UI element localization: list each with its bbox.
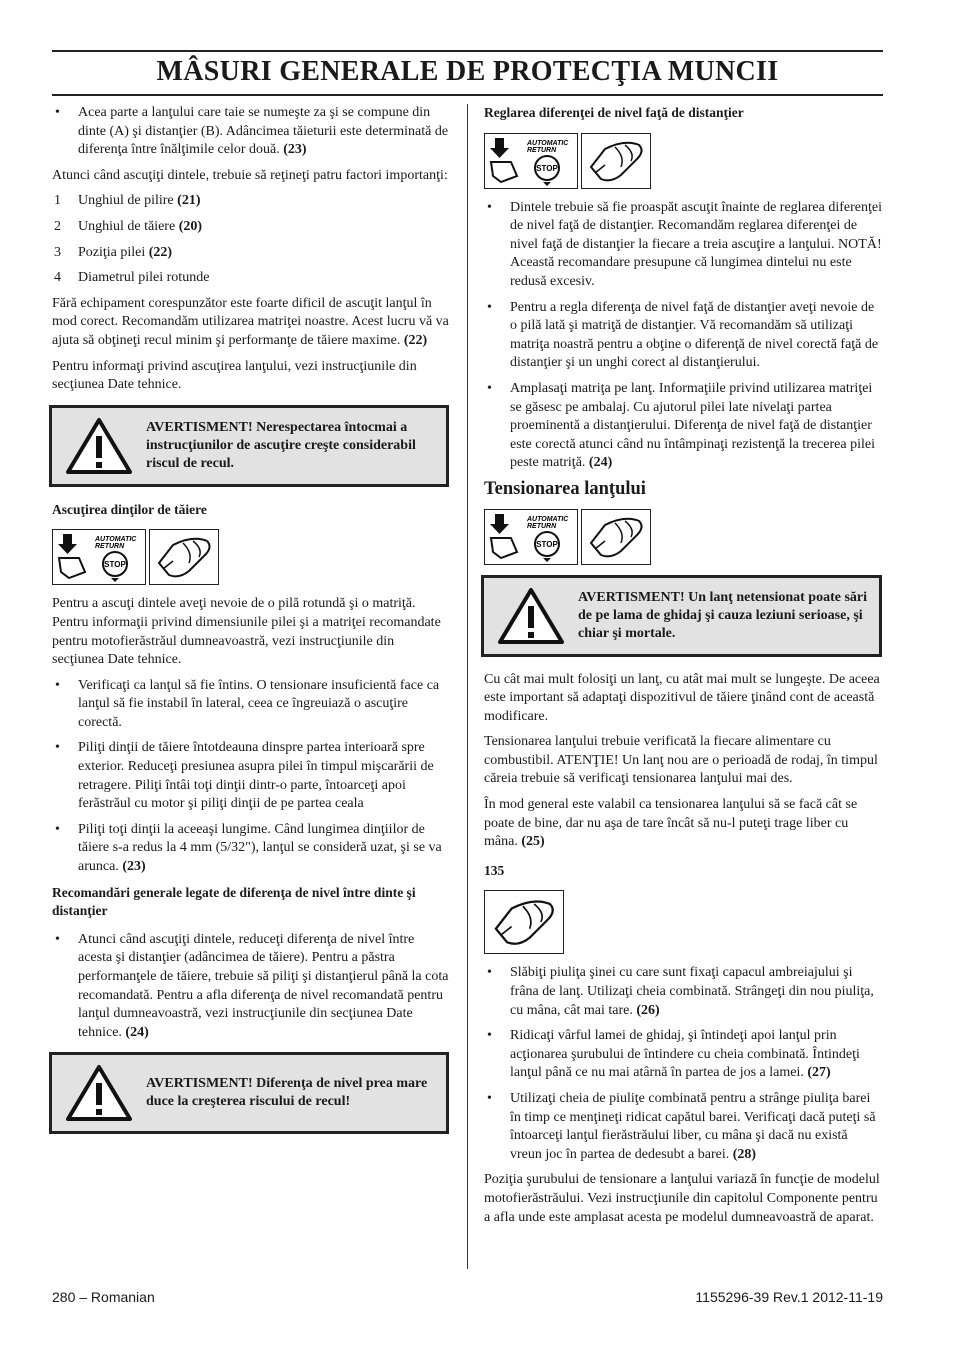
list-item: 4 Diametrul pilei rotunde <box>54 270 210 286</box>
list-item: • Dintele trebuie să fie proaspăt ascuţit înainte de reglarea diferenţei de nivel faţă de distanţier. Recomandăm reglarea diferenţei de nivel faţă de distanţier la fiecare a treia ascuţire a lanţului. NOTĂ! Această recomandare presupune că lungimea dintelui nu este redusă excesiv. <box>487 199 882 289</box>
list-item: • Ridicaţi vârful lamei de ghidaj, şi întindeţi apoi lanţul prin acţionarea şurubului de întindere cu cheia combinată. Întindeţi lanţul până ce nu mai atârnă în partea de jos a lamei. (27) <box>487 1028 860 1081</box>
svg-text:STOP: STOP <box>536 163 558 173</box>
glove-icon <box>581 133 651 189</box>
paragraph: Pentru a ascuţi dintele aveţi nevoie de o pilă rotundă şi o matriţă. Pentru informaţii privind dimensiunile pilei şi a matriţei recomandate pentru motofierăstrăul dumneavoastră, vezi instrucţiunile din secţiunea Date tehnice. <box>52 596 441 668</box>
list-item: • Slăbiţi piuliţa şinei cu care sunt fixaţi capacul ambreiajului şi frâna de lanţ. Utilizaţi cheia combinată. Strângeţi din nou piuliţa, cu mâna, cât mai tare. (26) <box>487 965 874 1018</box>
warning-text: AVERTISMENT! Nerespectarea întocmai a instrucţiunilor de ascuţire creşte considerabil riscul de recul. <box>146 419 416 471</box>
list-item: 3 Poziţia pilei (22) <box>54 244 173 260</box>
glove-icon <box>581 509 651 565</box>
section-heading: Tensionarea lanţului <box>484 478 646 499</box>
paragraph: Poziţia şurubului de tensionare a lanţului variază în funcţie de modelul motofierăstrăului. Vezi instrucţiunile din capitolul Componente pentru a afla unde este amplasat acesta pe modelul dumneavoastră de aparat. <box>484 1172 880 1225</box>
warning-box <box>49 1052 449 1134</box>
paragraph: Cu cât mai mult folosiţi un lanţ, cu atât mai mult se lungeşte. De aceea este important să adaptaţi dispozitivul de tăiere ţinând cont de această modificare. <box>484 671 880 724</box>
svg-text:RETURN: RETURN <box>527 146 557 154</box>
column-divider <box>467 104 468 1269</box>
svg-text:STOP: STOP <box>104 560 126 570</box>
subheading: Reglarea diferenţei de nivel faţă de distanţier <box>484 105 744 120</box>
footer-page-number: 280 – Romanian <box>52 1289 155 1305</box>
glove-icon <box>149 529 219 585</box>
model-label: 135 <box>484 862 505 878</box>
list-item: • Verificaţi ca lanţul să fie întins. O tensionare insuficientă face ca lanţul să fie instabil în lateral, ceea ce îngreuiază o ascuţire corectă. <box>55 677 440 730</box>
list-item: 1 Unghiul de pilire (21) <box>54 193 201 209</box>
list-item: 2 Unghiul de tăiere (20) <box>54 218 203 234</box>
warning-text: AVERTISMENT! Diferenţa de nivel prea mare duce la creşterea riscului de recul! <box>146 1076 428 1110</box>
warning-box <box>49 405 449 487</box>
svg-text:AUTOMATIC: AUTOMATIC <box>527 139 569 147</box>
list-item: • Piliţi toţi dinţii la aceeaşi lungime. Când lungimea dinţiilor de tăiere s-a redus la 4 mm (5/32"), lanţul se consideră uzat, şi se va arunca. (23) <box>55 821 442 875</box>
safety-icons <box>52 529 449 585</box>
automatic-return-stop-icon <box>484 133 578 189</box>
warning-text: AVERTISMENT! Un lanţ netensionat poate sări de pe lama de ghidaj şi cauza leziuni serioase, şi chiar şi mortale. <box>578 589 868 641</box>
header-rule-bottom <box>52 94 883 96</box>
paragraph: Tensionarea lanţului trebuie verificată la fiecare alimentare cu combustibil. ATENŢIE! Un lanţ nou are o perioadă de rodaj, în timpul căreia trebuie să verificaţi tensionarea lanţului mai des. <box>484 734 878 787</box>
safety-icons <box>484 890 882 954</box>
subheading: Recomandări generale legate de diferenţa de nivel între dinte şi distanţier <box>52 884 416 919</box>
page-title: MÂSURI GENERALE DE PROTECŢIA MUNCII <box>156 56 779 87</box>
safety-icons <box>484 133 882 189</box>
list-item: • Amplasaţi matriţa pe lanţ. Informaţiile privind utilizarea matriţei se găsesc pe ambalaj. Cu ajutorul pilei late nivelaţi partea proeminentă a distanţierului. Diferenţa de nivel faţă de distanţier este corectă atunci când nu întâmpinaţi rezistenţă la trecerea pilei peste matriţă. (24) <box>487 380 875 471</box>
list-item: • Acea parte a lanţului care taie se numeşte za şi se compune din dinte (A) şi distanţier (B). Adâncimea tăieturii este determinată de diferenţa între înălţimile celor două. (23) <box>55 105 449 158</box>
warning-triangle-icon <box>64 416 134 476</box>
paragraph: În mod general este valabil ca tensionarea lanţului să se facă cât se poate de bine, dar nu aşa de tare încât să nu-l puteţi trage liber cu mâna. (25) <box>484 797 858 850</box>
svg-text:RETURN: RETURN <box>527 522 557 530</box>
list-item: • Atunci când ascuţiţi dintele, reduceţi diferenţa de nivel între acesta şi distanţier (adâncimea de tăiere). Pentru a păstra performanţele de tăiere, trebuie să piliţi şi distanţierul până la cota recomandată. Pentru a afla diferenţa de nivel recomandată pentru lanţul dumneavoastră, vezi instrucţiunile din secţiunea Date tehnice. (24) <box>55 931 449 1040</box>
paragraph: Fără echipament corespunzător este foarte dificil de ascuţit lanţul în mod corect. Recomandăm utilizarea matriţei noastre. Acest lucru vă va ajuta să obţineţi recul minim şi performanţe de tăiere maxime. (22) <box>52 295 449 348</box>
svg-text:STOP: STOP <box>536 539 558 549</box>
header-rule-top <box>52 50 883 52</box>
list-item: • Utilizaţi cheia de piuliţe combinată pentru a strânge piuliţa barei în timp ce menţineţi ridicat capătul barei. Verificaţi dacă puteţi să întoarceţi lanţul fierăstrăului liber, cu mâna şi dacă nu există vreun joc în partea de dedesubt a barei. (28) <box>487 1091 876 1162</box>
paragraph: Atunci când ascuţiţi dintele, trebuie să reţineţi patru factori importanţi: <box>52 167 448 183</box>
svg-text:RETURN: RETURN <box>95 543 125 551</box>
left-column <box>52 104 449 1148</box>
right-column <box>484 104 882 1234</box>
paragraph: Pentru informaţi privind ascuţirea lanţului, vezi instrucţiunile din secţiunea Date tehnice. <box>52 358 417 393</box>
safety-icons <box>484 509 882 565</box>
subheading: Ascuţirea dinţilor de tăiere <box>52 501 207 517</box>
automatic-return-stop-icon <box>484 509 578 565</box>
glove-icon <box>484 890 564 954</box>
warning-triangle-icon <box>496 586 566 646</box>
automatic-return-stop-icon <box>52 529 146 585</box>
list-item: • Piliţi dinţii de tăiere întotdeauna dinspre partea interioară spre exterior. Reduceţi presiunea asupra pilei în timpul mişcarării de retragere. Piliţi întâi toţi dinţii dintr-o parte, întoarceţi apoi ferăstrăul cu motor şi piliţi dinţii de pe partea ceala <box>55 740 434 812</box>
list-item: • Pentru a regla diferenţa de nivel faţă de distanţier aveţi nevoie de o pilă lată şi matriţă de distanţier. Vă recomandăm să utilizaţi matriţa noastră pentru a obţine o diferenţă de nivel corectă faţă de distanţier şi un unghi corect al distanţierului. <box>487 299 879 371</box>
warning-box <box>481 575 882 657</box>
footer-doc-id: 1155296-39 Rev.1 2012-11-19 <box>695 1289 883 1305</box>
warning-triangle-icon <box>64 1063 134 1123</box>
svg-text:AUTOMATIC: AUTOMATIC <box>95 536 137 544</box>
svg-text:AUTOMATIC: AUTOMATIC <box>527 515 569 523</box>
